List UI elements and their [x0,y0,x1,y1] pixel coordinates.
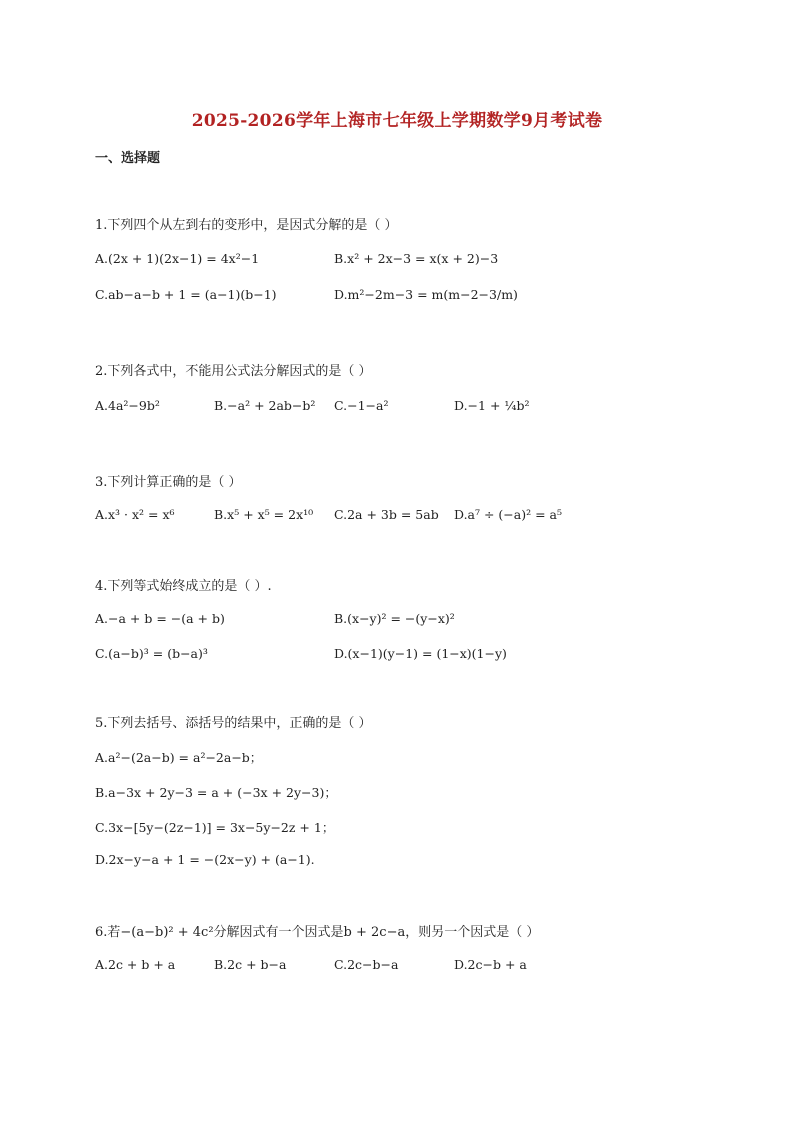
question-4-option-b: B.(x−y)² = −(y−x)² [334,611,455,626]
question-4-option-a: A.−a + b = −(a + b) [95,611,225,626]
question-5-option-a: A.a²−(2a−b) = a²−2a−b； [95,750,263,765]
question-1-option-a: A.(2x + 1)(2x−1) = 4x²−1 [95,251,260,266]
question-2-stem: 2.下列各式中，不能用公式法分解因式的是（ ） [95,364,372,379]
question-1-option-d: D.m²−2m−3 = m(m−2−3/m) [334,287,518,302]
question-6-option-b: B.2c + b−a [214,957,287,972]
question-6-option-d: D.2c−b + a [454,957,527,972]
question-1-option-c: C.ab−a−b + 1 = (a−1)(b−1) [95,287,277,302]
question-1-stem: 1.下列四个从左到右的变形中，是因式分解的是（ ） [95,218,398,233]
question-3-option-b: B.x⁵ + x⁵ = 2x¹⁰ [214,507,314,522]
question-6-stem: 6.若−(a−b)² + 4c²分解因式有一个因式是b + 2c−a，则另一个因式是（ ） [95,925,540,940]
question-1-option-b: B.x² + 2x−3 = x(x + 2)−3 [334,251,499,266]
question-2-option-a: A.4a²−9b² [95,398,160,413]
page-title: 2025-2026学年上海市七年级上学期数学9月考试卷 [191,111,603,131]
question-2-option-b: B.−a² + 2ab−b² [214,398,316,413]
question-6-option-a: A.2c + b + a [95,957,176,972]
question-5-stem: 5.下列去括号、添括号的结果中，正确的是（ ） [95,716,372,731]
question-3-option-c: C.2a + 3b = 5ab [334,507,439,522]
question-5-option-c: C.3x−[5y−(2z−1)] = 3x−5y−2z + 1； [95,820,335,835]
question-3-option-d: D.a⁷ ÷ (−a)² = a⁵ [454,507,563,522]
question-5-option-b: B.a−3x + 2y−3 = a + (−3x + 2y−3)； [95,785,337,800]
question-2-option-d: D.−1 + ¼b² [454,398,530,413]
question-4-option-c: C.(a−b)³ = (b−a)³ [95,646,208,661]
question-2-option-c: C.−1−a² [334,398,389,413]
section-heading: 一、选择题 [95,151,161,166]
question-5-option-d: D.2x−y−a + 1 = −(2x−y) + (a−1). [95,852,315,867]
question-4-option-d: D.(x−1)(y−1) = (1−x)(1−y) [334,646,507,661]
question-6-option-c: C.2c−b−a [334,957,399,972]
question-3-option-a: A.x³ · x² = x⁶ [95,507,175,522]
question-4-stem: 4.下列等式始终成立的是（ ）. [95,579,272,594]
question-3-stem: 3.下列计算正确的是（ ） [95,475,242,490]
